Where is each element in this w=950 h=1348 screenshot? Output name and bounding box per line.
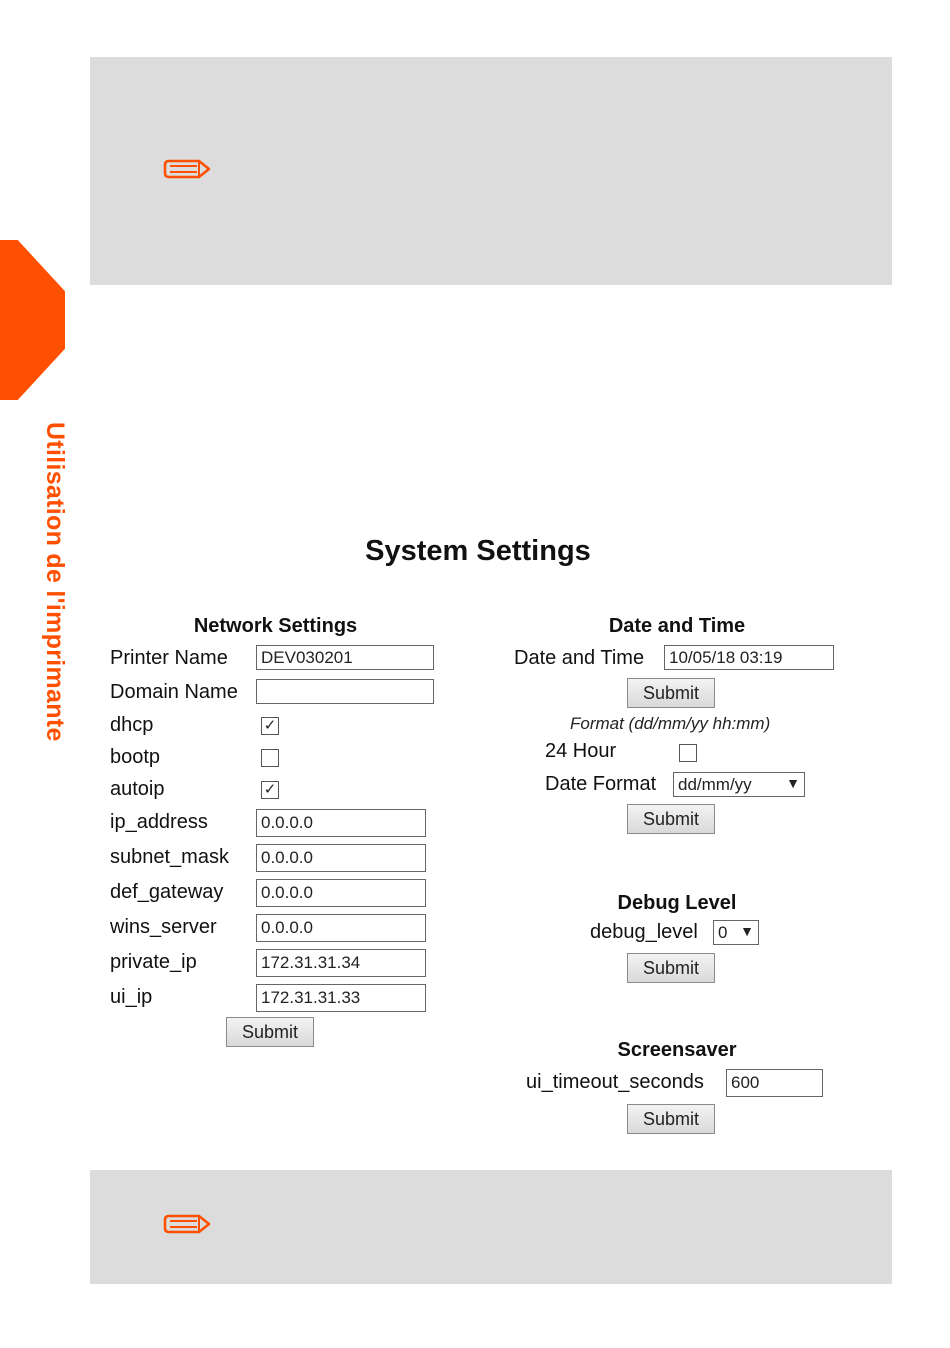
- def-gateway-input[interactable]: [256, 879, 426, 907]
- note-box-bottom: [90, 1170, 892, 1284]
- domain-name-label: Domain Name: [110, 681, 238, 703]
- def-gateway-label: def_gateway: [110, 881, 224, 903]
- printer-name-label: Printer Name: [110, 647, 228, 669]
- debug-level-title: Debug Level: [617, 892, 737, 914]
- date-time-input[interactable]: [664, 645, 834, 670]
- printer-name-input[interactable]: [256, 645, 434, 670]
- date-time-title: Date and Time: [608, 615, 746, 637]
- date-format-select[interactable]: [673, 772, 805, 797]
- bootp-label: bootp: [110, 746, 161, 768]
- debug-submit-button[interactable]: Submit: [627, 953, 715, 983]
- system-settings-screenshot: [98, 515, 858, 1155]
- autoip-label: autoip: [110, 778, 165, 800]
- private-ip-label: private_ip: [110, 951, 197, 973]
- debug-level-label: debug_level: [590, 921, 698, 943]
- subnet-mask-label: subnet_mask: [110, 846, 229, 868]
- hour24-label: 24 Hour: [545, 740, 617, 762]
- autoip-checkbox[interactable]: ✓: [261, 781, 279, 799]
- network-submit-button[interactable]: Submit: [226, 1017, 314, 1047]
- domain-name-input[interactable]: [256, 679, 434, 704]
- dhcp-label: dhcp: [110, 714, 154, 736]
- dhcp-checkbox[interactable]: ✓: [261, 717, 279, 735]
- private-ip-input[interactable]: [256, 949, 426, 977]
- screensaver-submit-button[interactable]: Submit: [627, 1104, 715, 1134]
- debug-level-selected: 0: [718, 923, 728, 942]
- date-time-submit-button[interactable]: Submit: [627, 678, 715, 708]
- date-format-hint: Format (dd/mm/yy hh:mm): [570, 714, 771, 733]
- ip-address-label: ip_address: [110, 811, 208, 833]
- wins-server-input[interactable]: [256, 914, 426, 942]
- pencil-icon: [163, 157, 213, 181]
- page-title: System Settings: [365, 535, 591, 567]
- chevron-down-icon: ▼: [740, 923, 754, 939]
- network-settings-title: Network Settings: [193, 615, 358, 637]
- ui-timeout-input[interactable]: [726, 1069, 823, 1097]
- ip-address-input[interactable]: [256, 809, 426, 837]
- date-format-submit-button[interactable]: Submit: [627, 804, 715, 834]
- side-tab-marker: [0, 240, 65, 400]
- ui-ip-label: ui_ip: [110, 986, 153, 1008]
- hour24-checkbox[interactable]: [679, 744, 697, 762]
- side-section-label: Utilisation de l'imprimante: [41, 422, 69, 742]
- date-time-label: Date and Time: [514, 647, 645, 669]
- pencil-icon: [163, 1212, 213, 1236]
- date-format-selected: dd/mm/yy: [678, 775, 752, 794]
- note-box-top: [90, 57, 892, 285]
- debug-level-select[interactable]: [713, 920, 759, 945]
- date-format-label: Date Format: [545, 773, 657, 795]
- bootp-checkbox[interactable]: [261, 749, 279, 767]
- chevron-down-icon: ▼: [786, 775, 800, 791]
- ui-ip-input[interactable]: [256, 984, 426, 1012]
- ui-timeout-label: ui_timeout_seconds: [526, 1071, 704, 1093]
- wins-server-label: wins_server: [110, 916, 217, 938]
- screensaver-title: Screensaver: [617, 1039, 737, 1061]
- subnet-mask-input[interactable]: [256, 844, 426, 872]
